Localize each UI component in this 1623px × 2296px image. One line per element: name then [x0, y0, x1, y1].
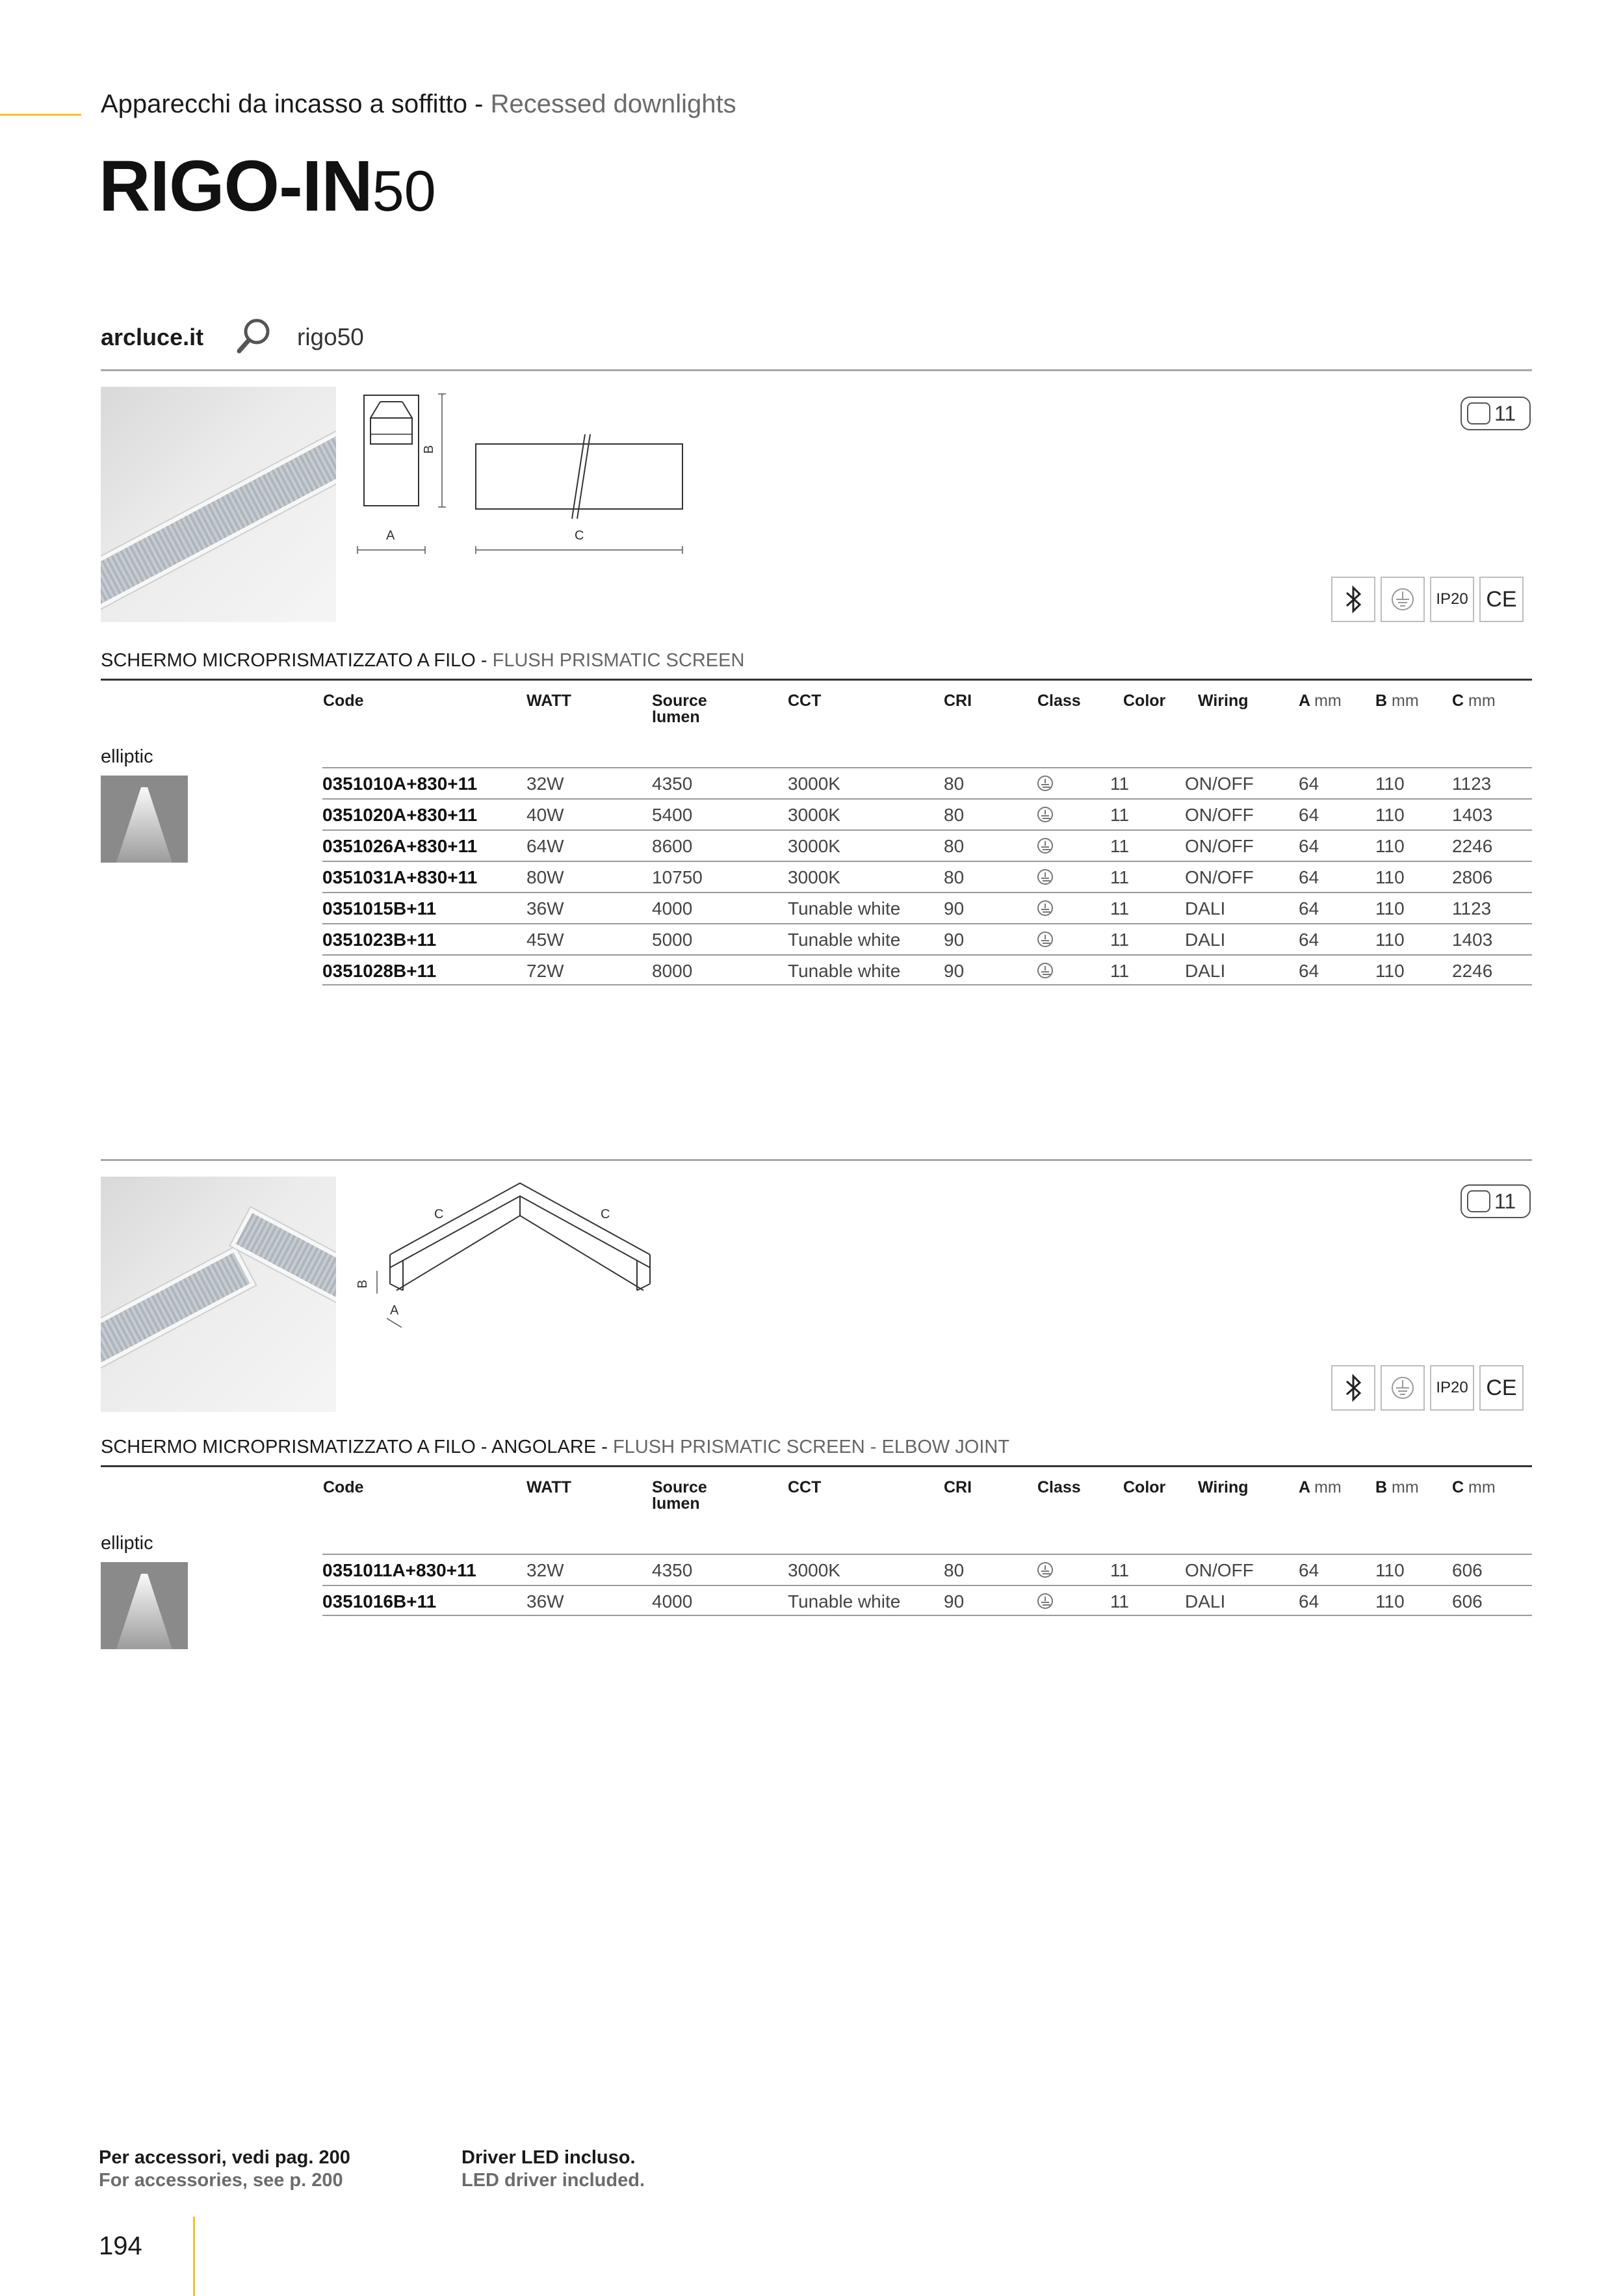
color-code: 11 [1494, 1189, 1516, 1213]
cell-wiring: ON/OFF [1185, 805, 1254, 825]
col-header-c [1452, 693, 1496, 709]
footer-accessories-en: For accessories, see p. 200 [99, 2169, 343, 2191]
cell-c: 2806 [1452, 867, 1493, 887]
cell-color: 11 [1110, 805, 1130, 825]
ce-mark: CE [1479, 577, 1524, 622]
section-title [101, 650, 744, 672]
cell-cri: 80 [944, 1560, 965, 1580]
cell-color: 11 [1110, 1560, 1130, 1580]
cell-c: 1403 [1452, 930, 1493, 950]
page-number: 194 [99, 2232, 142, 2260]
category-it: Apparecchi da incasso a soffitto [101, 90, 468, 118]
divider [101, 1159, 1532, 1161]
cell-lumen: 5400 [652, 805, 693, 825]
cell-cct: Tunable white [788, 898, 901, 919]
cell-code: 0351020A+830+11 [322, 805, 478, 825]
table-row [322, 829, 1532, 861]
col-header-lumen-line1: Source [652, 692, 707, 710]
cell-c: 2246 [1452, 961, 1493, 981]
cell-cct: 3000K [788, 805, 840, 825]
col-header-c-label: C [1452, 1478, 1464, 1496]
class-icon [1037, 836, 1053, 857]
col-header-wiring: Wiring [1198, 692, 1249, 710]
optic-label: elliptic [101, 1533, 153, 1554]
color-code: 11 [1494, 401, 1516, 425]
dimension-label-b: B [356, 1279, 370, 1288]
earth-ground-icon [1037, 1562, 1053, 1578]
dimension-label-b: B [422, 445, 436, 454]
earth-ground-icon [1037, 963, 1053, 978]
cell-a: 64 [1299, 836, 1319, 856]
col-header-cct: CCT [788, 1478, 822, 1496]
cell-watt: 32W [526, 1560, 564, 1580]
table-row [322, 954, 1532, 985]
cell-cct: 3000K [788, 774, 840, 794]
earth-ground-icon [1037, 1593, 1053, 1609]
cell-color: 11 [1110, 867, 1130, 887]
optic-beam-icon [101, 1562, 188, 1649]
class-icon [1037, 867, 1053, 888]
cell-watt: 36W [526, 898, 564, 919]
earth-ground-icon [1037, 807, 1053, 822]
bluetooth-icon [1331, 577, 1375, 622]
col-header-lumen [652, 693, 707, 725]
earth-ground-icon [1037, 838, 1053, 854]
section-title-separator: - [596, 1437, 613, 1457]
cell-cri: 90 [944, 898, 965, 919]
optic-beam-icon [101, 776, 188, 863]
cell-a: 64 [1299, 774, 1319, 794]
col-header-class: Class [1037, 1478, 1081, 1496]
table-top-rule [101, 1465, 1532, 1467]
cell-b: 110 [1375, 930, 1405, 950]
cell-b: 110 [1375, 898, 1405, 919]
col-header-code: Code [323, 692, 364, 710]
section-title-separator: - [475, 650, 493, 671]
col-header-color: Color [1123, 1478, 1166, 1496]
search-icon [235, 317, 272, 355]
cell-lumen: 8000 [652, 961, 693, 981]
category-separator: - [467, 90, 491, 118]
dimension-label-c: C [575, 528, 584, 543]
footer-driver-it: Driver LED incluso. [461, 2147, 636, 2168]
product-size: 50 [372, 159, 436, 223]
cell-b: 110 [1375, 961, 1405, 981]
col-header-code: Code [323, 1478, 364, 1496]
ground-class-icon [1381, 577, 1425, 622]
cell-lumen: 4350 [652, 774, 693, 794]
col-header-b [1375, 1480, 1419, 1496]
cell-wiring: ON/OFF [1185, 774, 1254, 794]
cell-watt: 45W [526, 930, 564, 950]
cell-cct: 3000K [788, 867, 840, 887]
class-icon [1037, 1560, 1053, 1581]
cell-lumen: 4000 [652, 898, 693, 919]
table-row [322, 892, 1532, 923]
col-header-a-unit: mm [1314, 1478, 1342, 1496]
earth-ground-icon [1037, 932, 1053, 947]
cell-watt: 40W [526, 805, 564, 825]
cell-wiring: DALI [1185, 961, 1226, 981]
cell-color: 11 [1110, 836, 1130, 856]
cell-watt: 64W [526, 836, 564, 856]
class-icon [1037, 898, 1053, 919]
cell-color: 11 [1110, 1591, 1130, 1611]
col-header-color: Color [1123, 692, 1166, 710]
cell-code: 0351016B+11 [322, 1591, 437, 1611]
cell-color: 11 [1110, 898, 1130, 919]
section-title-it: SCHERMO MICROPRISMATIZZATO A FILO [101, 650, 476, 671]
col-header-a-unit: mm [1314, 692, 1342, 710]
cell-c: 1123 [1452, 898, 1492, 919]
earth-ground-icon [1037, 869, 1053, 885]
section-title-it: SCHERMO MICROPRISMATIZZATO A FILO - ANGOLARE [101, 1437, 597, 1457]
dimension-label-c-right: C [601, 1207, 610, 1221]
class-icon [1037, 930, 1053, 950]
certification-badges [1331, 577, 1524, 622]
cell-c: 2246 [1452, 836, 1493, 856]
product-photo [101, 387, 336, 622]
product-name: RIGO-IN [99, 146, 372, 226]
col-header-c-unit: mm [1468, 692, 1496, 710]
cell-cri: 80 [944, 836, 965, 856]
section-title [101, 1437, 1009, 1458]
dimension-label-a: A [386, 528, 395, 543]
ce-mark: CE [1479, 1365, 1524, 1411]
page-accent-line [193, 2217, 195, 2296]
cell-code: 0351026A+830+11 [322, 836, 478, 856]
website-link[interactable]: arcluce.it [101, 324, 204, 350]
footer-driver [461, 2146, 645, 2192]
cell-b: 110 [1375, 836, 1405, 856]
class-icon [1037, 774, 1053, 794]
cell-watt: 80W [526, 867, 564, 887]
col-header-watt: WATT [526, 692, 571, 710]
col-header-b [1375, 693, 1419, 709]
cell-wiring: ON/OFF [1185, 1560, 1254, 1580]
col-header-class: Class [1037, 692, 1081, 710]
col-header-b-label: B [1375, 692, 1388, 710]
category-title [101, 90, 736, 119]
cell-cri: 80 [944, 805, 965, 825]
cell-c: 1403 [1452, 805, 1493, 825]
table-row [322, 1554, 1532, 1585]
earth-ground-icon [1037, 900, 1053, 916]
col-header-b-unit: mm [1392, 1478, 1419, 1496]
footer-accessories [99, 2146, 350, 2192]
cell-a: 64 [1299, 930, 1319, 950]
col-header-cri: CRI [944, 692, 972, 710]
cell-a: 64 [1299, 1560, 1319, 1580]
cell-watt: 36W [526, 1591, 564, 1611]
table-row [322, 1585, 1532, 1616]
cell-cct: 3000K [788, 836, 840, 856]
technical-drawing-elbow [351, 1177, 663, 1352]
col-header-watt: WATT [526, 1478, 571, 1496]
cell-cct: Tunable white [788, 1591, 901, 1611]
class-icon [1037, 1591, 1053, 1612]
footer-driver-en: LED driver included. [461, 2169, 645, 2191]
section-title-en: FLUSH PRISMATIC SCREEN - ELBOW JOINT [612, 1437, 1010, 1457]
dimension-label-c-left: C [434, 1207, 444, 1221]
cell-cri: 90 [944, 1591, 965, 1611]
col-header-a-label: A [1299, 692, 1310, 710]
search-term: rigo50 [297, 324, 364, 350]
color-option [1461, 397, 1531, 430]
cell-c: 606 [1452, 1560, 1483, 1580]
col-header-b-unit: mm [1392, 692, 1419, 710]
col-header-a [1299, 1480, 1342, 1496]
cell-lumen: 10750 [652, 867, 703, 887]
cell-a: 64 [1299, 961, 1319, 981]
cell-cct: 3000K [788, 1560, 840, 1580]
class-icon [1037, 805, 1053, 826]
cell-wiring: ON/OFF [1185, 867, 1254, 887]
cell-watt: 32W [526, 774, 564, 794]
accent-line [0, 114, 81, 116]
cell-a: 64 [1299, 898, 1319, 919]
color-option [1461, 1184, 1531, 1218]
cell-code: 0351023B+11 [322, 930, 437, 950]
cell-lumen: 4000 [652, 1591, 693, 1611]
table-row [322, 861, 1532, 892]
col-header-wiring: Wiring [1198, 1478, 1249, 1496]
section-title-en: FLUSH PRISMATIC SCREEN [492, 650, 745, 671]
col-header-lumen [652, 1480, 707, 1512]
table-row [322, 767, 1532, 798]
color-swatch [1467, 1190, 1490, 1212]
cell-cri: 90 [944, 930, 965, 950]
cell-a: 64 [1299, 1591, 1319, 1611]
col-header-c [1452, 1480, 1496, 1496]
cell-b: 110 [1375, 805, 1405, 825]
col-header-a-label: A [1299, 1478, 1310, 1496]
cell-lumen: 4350 [652, 1560, 693, 1580]
cell-c: 606 [1452, 1591, 1483, 1611]
col-header-cct: CCT [788, 692, 822, 710]
cell-wiring: ON/OFF [1185, 836, 1254, 856]
cell-code: 0351010A+830+11 [322, 774, 478, 794]
class-icon [1037, 961, 1053, 982]
earth-ground-icon [1037, 776, 1053, 791]
category-en: Recessed downlights [490, 90, 736, 118]
technical-drawing [351, 389, 689, 559]
cell-c: 1123 [1452, 774, 1492, 794]
table-row [322, 798, 1532, 829]
cell-code: 0351028B+11 [322, 961, 437, 981]
cell-a: 64 [1299, 867, 1319, 887]
col-header-lumen-line1: Source [652, 1478, 707, 1496]
cell-code: 0351015B+11 [322, 898, 437, 919]
cell-b: 110 [1375, 1560, 1405, 1580]
cell-cri: 90 [944, 961, 965, 981]
table-row [322, 923, 1532, 954]
table-top-rule [101, 679, 1532, 681]
cell-code: 0351011A+830+11 [322, 1560, 476, 1580]
col-header-lumen-line2: lumen [652, 708, 700, 726]
cell-wiring: DALI [1185, 898, 1226, 919]
cell-cri: 80 [944, 867, 965, 887]
divider [101, 369, 1532, 371]
cell-cct: Tunable white [788, 961, 901, 981]
ip-rating-badge: IP20 [1430, 1365, 1474, 1411]
cell-color: 11 [1110, 961, 1130, 981]
col-header-lumen-line2: lumen [652, 1494, 700, 1513]
color-swatch [1467, 402, 1490, 424]
optic-label: elliptic [101, 746, 153, 767]
cell-color: 11 [1110, 774, 1130, 794]
cell-b: 110 [1375, 1591, 1405, 1611]
certification-badges [1331, 1365, 1524, 1411]
cell-wiring: DALI [1185, 930, 1226, 950]
product-photo [101, 1177, 336, 1412]
dimension-label-a: A [390, 1303, 399, 1318]
col-header-cri: CRI [944, 1478, 972, 1496]
cell-b: 110 [1375, 867, 1405, 887]
cell-lumen: 8600 [652, 836, 693, 856]
bluetooth-icon [1331, 1365, 1375, 1411]
col-header-c-unit: mm [1468, 1478, 1496, 1496]
cell-a: 64 [1299, 805, 1319, 825]
col-header-c-label: C [1452, 692, 1464, 710]
cell-cri: 80 [944, 774, 965, 794]
cell-wiring: DALI [1185, 1591, 1226, 1611]
col-header-b-label: B [1375, 1478, 1388, 1496]
col-header-a [1299, 693, 1342, 709]
cell-code: 0351031A+830+11 [322, 867, 478, 887]
cell-lumen: 5000 [652, 930, 693, 950]
cell-cct: Tunable white [788, 930, 901, 950]
cell-color: 11 [1110, 930, 1130, 950]
cell-b: 110 [1375, 774, 1405, 794]
product-title [99, 146, 436, 226]
ip-rating-badge: IP20 [1430, 577, 1474, 622]
ground-class-icon [1381, 1365, 1425, 1411]
cell-watt: 72W [526, 961, 564, 981]
footer-accessories-it: Per accessori, vedi pag. 200 [99, 2147, 350, 2168]
